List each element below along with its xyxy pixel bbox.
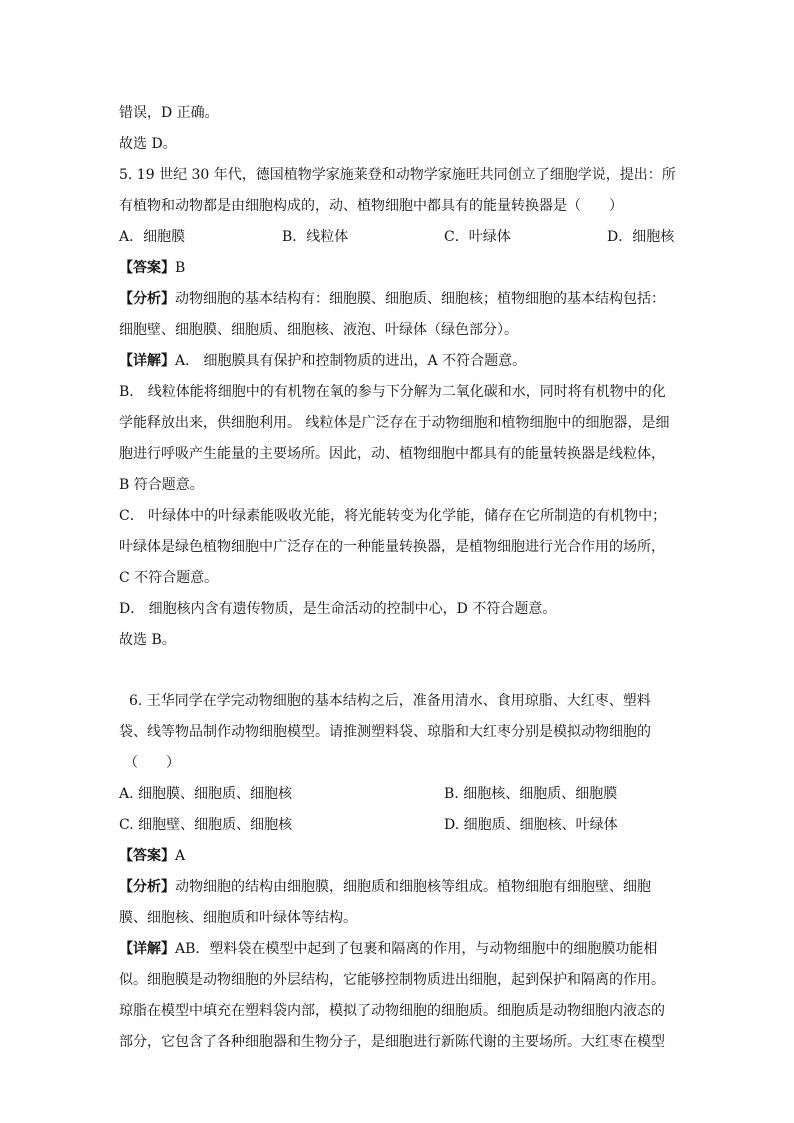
explanation-label: 【详解】 — [119, 941, 175, 957]
question-6-stem: 6. 王华同学在学完动物细胞的基本结构之后，准备用清水、食用琼脂、大红枣、塑料 — [129, 693, 651, 709]
answer-value: B — [175, 260, 186, 276]
q6-explanation — [119, 940, 657, 958]
text-line: D． 细胞核内含有遗传物质，是生命活动的控制中心，D 不符合题意。 — [119, 601, 557, 617]
answer-label: 【答案】 — [119, 260, 175, 276]
answer-value: A — [175, 848, 186, 864]
explanation-text: A． 细胞膜具有保护和控制物质的进出，A 不符合题意。 — [175, 353, 527, 369]
text-line: C． 叶绿体中的叶绿素能吸收光能，将光能转变为化学能，储存在它所制造的有机物中； — [119, 508, 667, 524]
question-5-stem: 有植物和动物都是由细胞构成的，动、植物细胞中都具有的能量转换器是（ ） — [119, 198, 623, 214]
explanation-label: 【详解】 — [119, 353, 175, 369]
text-line: 似。细胞膜是动物细胞的外层结构，它能够控制物质进出细胞，起到保护和隔离的作用。 — [119, 972, 665, 988]
q5-answer — [119, 259, 185, 277]
q5-option-d: D．细胞核 — [607, 229, 675, 245]
text-line: 叶绿体是绿色植物细胞中广泛存在的一种能量转换器，是植物细胞进行光合作用的场所， — [119, 539, 665, 555]
text-line: 膜、细胞核、细胞质和叶绿体等结构。 — [119, 910, 357, 926]
analysis-label: 【分析】 — [119, 291, 175, 307]
text-line: B 符合题意。 — [119, 477, 204, 493]
q6-answer — [119, 847, 185, 865]
q5-analysis — [119, 290, 665, 308]
q6-option-a: A. 细胞膜、细胞质、细胞核 — [119, 786, 293, 802]
explanation-text: AB．塑料袋在模型中起到了包裹和隔离的作用，与动物细胞中的细胞膜功能相 — [175, 941, 658, 957]
question-6-stem: 袋、线等物品制作动物细胞模型。请推测塑料袋、琼脂和大红枣分别是模拟动物细胞的 — [119, 724, 651, 740]
text-line: 故选 D。 — [119, 136, 177, 152]
q6-option-d: D. 细胞质、细胞核、叶绿体 — [444, 817, 618, 833]
q6-option-b: B. 细胞核、细胞质、细胞膜 — [444, 786, 618, 802]
text-line: 故选 B。 — [119, 632, 176, 648]
text-line: C 不符合题意。 — [119, 570, 219, 586]
analysis-text: 动物细胞的基本结构有：细胞膜、细胞质、细胞核；植物细胞的基本结构包括： — [175, 291, 665, 307]
text-line: 学能释放出来，供细胞利用。 线粒体是广泛存在于动物细胞和植物细胞中的细胞器，是细 — [119, 415, 670, 431]
answer-label: 【答案】 — [119, 848, 175, 864]
text-line: 部分，它包含了各种细胞器和生物分子，是细胞进行新陈代谢的主要场所。大红枣在模型 — [119, 1034, 665, 1050]
analysis-label: 【分析】 — [119, 879, 175, 895]
q5-option-b: B．线粒体 — [282, 229, 349, 245]
q6-analysis — [119, 878, 651, 896]
question-5-stem: 5. 19 世纪 30 年代，德国植物学家施莱登和动物学家施旺共同创立了细胞学说，提出：所 — [119, 167, 676, 183]
text-line: 细胞壁、细胞膜、细胞质、细胞核、液泡、叶绿体（绿色部分）。 — [119, 322, 518, 338]
q5-option-a: A．细胞膜 — [119, 229, 186, 245]
text-line: B． 线粒体能将细胞中的有机物在氧的参与下分解为二氧化碳和水，同时将有机物中的化 — [119, 384, 666, 400]
text-line: 错误，D 正确。 — [119, 105, 219, 121]
analysis-text: 动物细胞的结构由细胞膜，细胞质和细胞核等组成。植物细胞有细胞壁、细胞 — [175, 879, 651, 895]
text-line: 胞进行呼吸产生能量的主要场所。因此，动、植物细胞中都具有的能量转换器是线粒体， — [119, 446, 665, 462]
q6-option-c: C. 细胞壁、细胞质、细胞核 — [119, 817, 293, 833]
q5-option-c: C．叶绿体 — [444, 229, 511, 245]
text-line: 琼脂在模型中填充在塑料袋内部，模拟了动物细胞的细胞质。细胞质是动物细胞内液态的 — [119, 1003, 665, 1019]
question-6-stem: （ ） — [124, 755, 180, 771]
q5-explanation — [119, 352, 526, 370]
